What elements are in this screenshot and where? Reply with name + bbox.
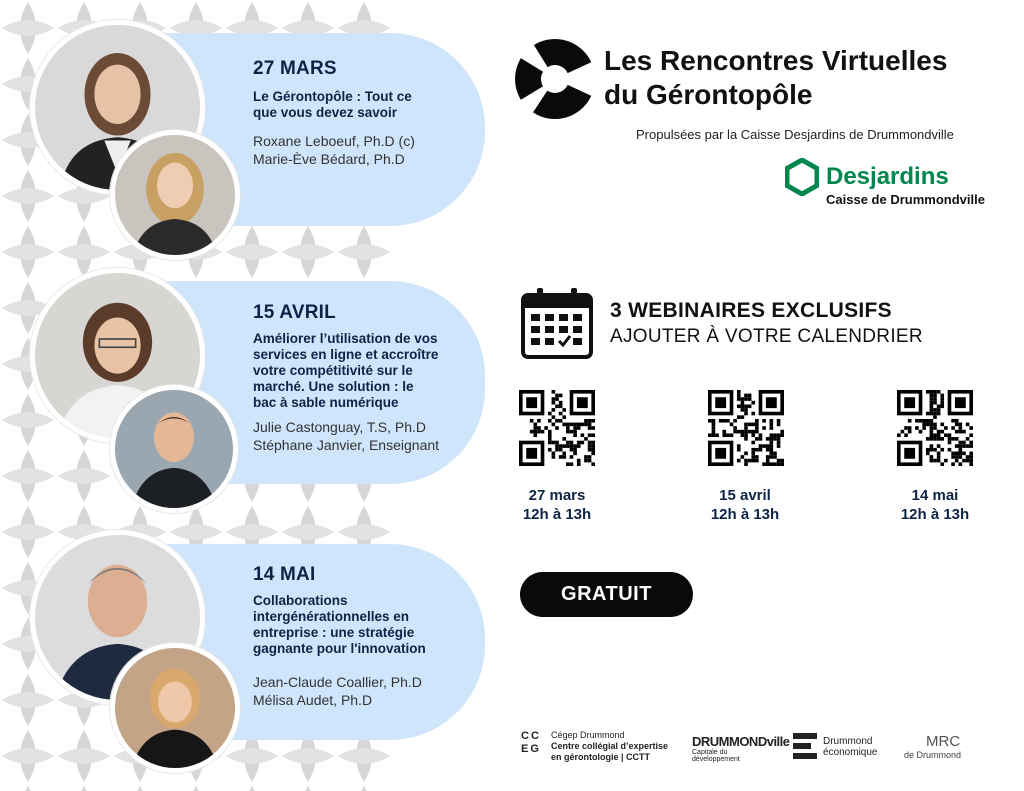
gratuit-button[interactable]: GRATUIT	[520, 572, 693, 617]
ville-name: DRUMMONDville	[692, 734, 790, 749]
eco-line2: économique	[823, 747, 878, 758]
mrc-line2: de Drummond	[904, 750, 962, 760]
speaker-photo	[110, 643, 240, 773]
qr-date: 15 avril	[719, 487, 771, 504]
session-date: 27 MARS	[253, 58, 337, 79]
page-title	[604, 44, 947, 112]
speaker-name: Marie-Ève Bédard, Ph.D	[253, 151, 405, 167]
webinars-subtitle: AJOUTER À VOTRE CALENDRIER	[610, 326, 923, 347]
webinars-title: 3 WEBINAIRES EXCLUSIFS	[610, 299, 892, 322]
qr-date-label	[502, 486, 612, 524]
qr-date-label	[690, 486, 800, 524]
session-date: 14 MAI	[253, 564, 316, 585]
qr-date: 14 mai	[911, 487, 959, 504]
mrc-line1: MRC	[926, 733, 961, 750]
session-topic: Améliorer l’utilisation de vos services en ligne et accroître votre compétitivité sur le marché. Une solution : le bac à sable numérique	[253, 331, 439, 410]
speaker-photo	[110, 385, 238, 513]
gerontopole-logo	[514, 38, 596, 120]
qr-time: 12h à 13h	[710, 506, 780, 523]
calendar-icon	[520, 286, 594, 360]
speaker-name: Stéphane Janvier, Enseignant	[253, 437, 440, 453]
cegep-mark-bottom: EG	[521, 743, 541, 755]
qr-time: 12h à 13h	[900, 506, 970, 523]
session-date: 15 AVRIL	[253, 302, 336, 323]
partner-mrc-logo	[904, 733, 984, 760]
qr-code-1[interactable]	[519, 390, 595, 466]
session-topic: Le Gérontopôle : Tout ce que vous devez savoir	[253, 89, 412, 120]
ville-tagline: Capitale du développement	[692, 749, 740, 763]
speaker-name: Jean-Claude Coallier, Ph.D	[253, 674, 422, 690]
speaker-name: Mélisa Audet, Ph.D	[253, 692, 373, 708]
qr-date-label	[880, 486, 990, 524]
partner-drummondville-logo	[692, 734, 790, 763]
sponsor-branch: Caisse de Drummondville	[826, 192, 985, 207]
cegep-name: Cégep Drummond	[551, 730, 625, 740]
qr-code-2[interactable]	[708, 390, 784, 466]
cegep-center-2: en gérontologie | CCTT	[551, 752, 651, 762]
drummond-economique-icon	[793, 733, 817, 759]
speaker-name: Julie Castonguay, T.S, Ph.D	[253, 419, 427, 435]
sponsor-name: Desjardins	[826, 163, 949, 190]
cegep-mark-top: CC	[521, 730, 541, 742]
qr-code-3[interactable]	[897, 390, 973, 466]
title-line: Les Rencontres Virtuelles	[604, 45, 948, 76]
speaker-name: Roxane Leboeuf, Ph.D (c)	[253, 133, 415, 149]
title-line: du Gérontopôle	[604, 79, 813, 110]
desjardins-hexagon-icon	[785, 158, 819, 196]
qr-time: 12h à 13h	[522, 506, 592, 523]
qr-date: 27 mars	[528, 487, 586, 504]
cegep-center: Centre collégial d’expertise	[551, 741, 669, 751]
session-topic: Collaborations intergénérationnelles en entreprise : une stratégie gagnante pour l'innovation	[253, 593, 426, 656]
page-subtitle: Propulsées par la Caisse Desjardins de Drummondville	[636, 127, 954, 142]
speaker-photo	[110, 130, 240, 260]
eco-line1: Drummond	[823, 736, 873, 747]
